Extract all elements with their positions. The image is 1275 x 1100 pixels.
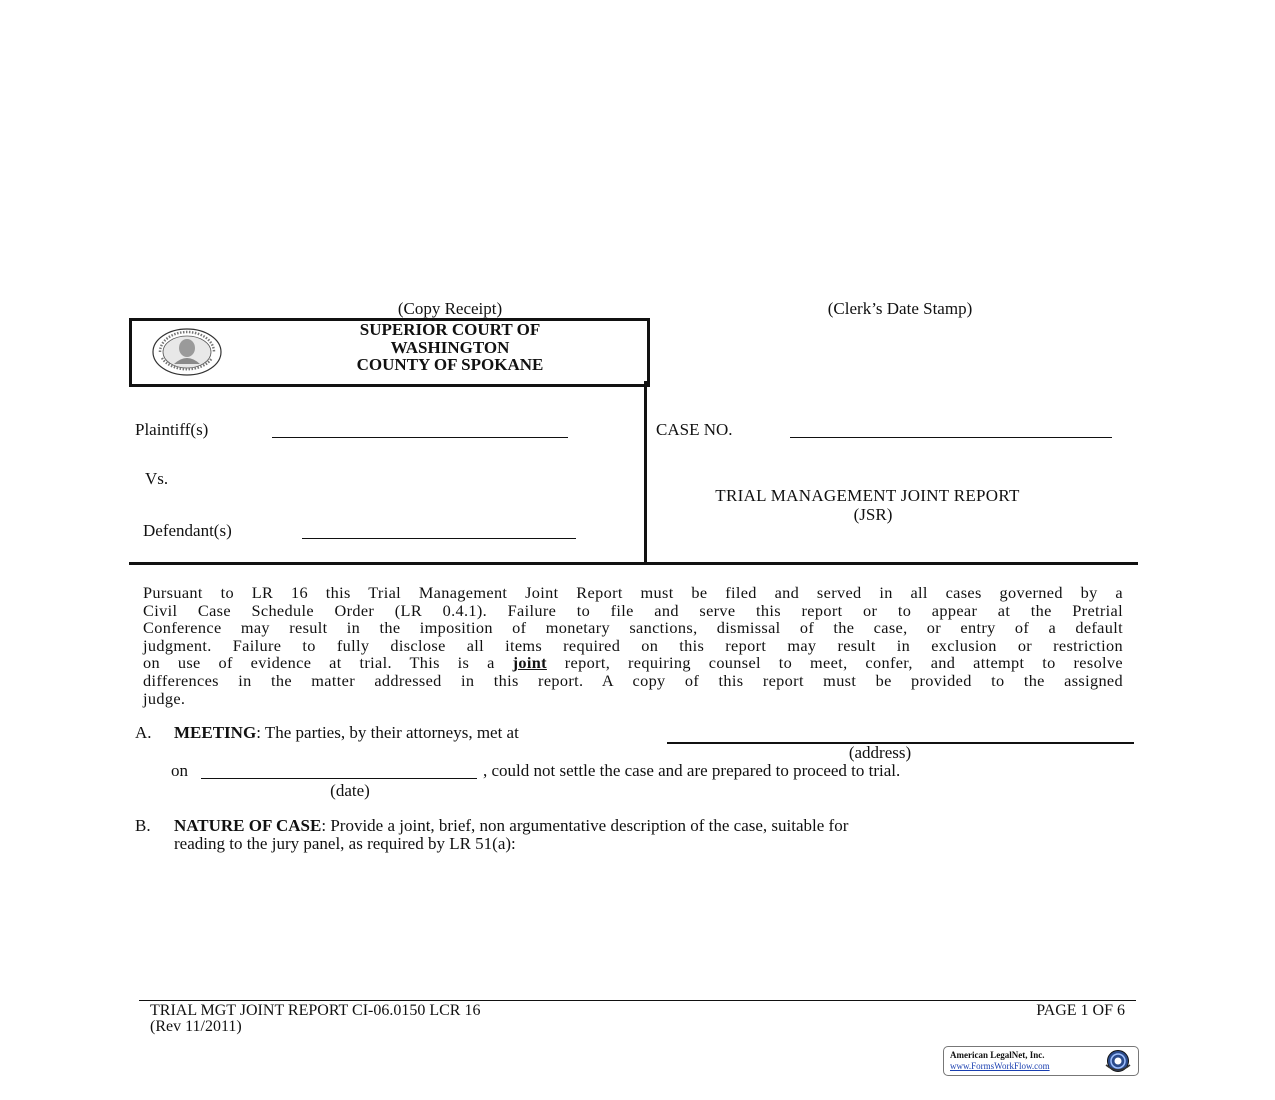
- date-field[interactable]: [201, 764, 477, 779]
- footer-divider: [139, 1000, 1136, 1001]
- intro-line: differences in the matter addressed in this report. A copy of this report must be provided to the assigned: [143, 670, 1123, 690]
- form-revision: (Rev 11/2011): [150, 1018, 242, 1035]
- intro-line: judge.: [143, 688, 186, 708]
- case-no-label: CASE NO.: [656, 420, 733, 439]
- vendor-url[interactable]: www.FormsWorkFlow.com: [950, 1061, 1050, 1071]
- court-name-line3: COUNTY OF SPOKANE: [356, 355, 544, 374]
- clerk-stamp-label: (Clerk’s Date Stamp): [827, 299, 973, 318]
- court-name-line2: WASHINGTON: [390, 338, 510, 357]
- vs-label: Vs.: [145, 469, 169, 488]
- date-caption: (date): [330, 781, 370, 800]
- defendant-label: Defendant(s): [143, 521, 232, 540]
- court-name-line1: SUPERIOR COURT OF: [359, 320, 541, 339]
- intro-paragraph: [143, 584, 1123, 707]
- section-b-text: NATURE OF CASE: Provide a joint, brief, non argumentative description of the case, suitable for: [174, 816, 849, 835]
- joint-emphasis: joint: [512, 653, 547, 673]
- plaintiff-field[interactable]: [272, 423, 568, 438]
- settle-text: , could not settle the case and are prepared to proceed to trial.: [483, 761, 901, 780]
- case-no-field[interactable]: [790, 423, 1112, 438]
- intro-line: judgment. Failure to fully disclose all items required on this report may result in exclusion or restriction: [143, 635, 1123, 655]
- section-b-heading: NATURE OF CASE: [174, 816, 322, 835]
- vendor-logo-box[interactable]: [943, 1046, 1139, 1076]
- copy-receipt-label: (Copy Receipt): [397, 299, 503, 318]
- report-abbreviation: (JSR): [853, 505, 893, 524]
- vendor-name: American LegalNet, Inc.: [950, 1050, 1045, 1060]
- defendant-field[interactable]: [302, 524, 576, 539]
- section-a-letter: A.: [135, 723, 152, 742]
- section-a-text: MEETING: The parties, by their attorneys, met at: [174, 723, 519, 742]
- section-a-heading: MEETING: [174, 723, 257, 742]
- intro-line: on use of evidence at trial. This is a joint report, requiring counsel to meet, confer, and attempt to resolve: [143, 653, 1124, 673]
- intro-line: Civil Case Schedule Order (LR 0.4.1). Failure to file and serve this report or to appear at the Pretrial: [143, 600, 1123, 620]
- court-seal-icon: [152, 328, 222, 376]
- section-b-text-line2: reading to the jury panel, as required by LR 51(a):: [174, 834, 516, 853]
- intro-line: Pursuant to LR 16 this Trial Management Joint Report must be filed and served in all cases governed by a: [143, 583, 1123, 602]
- plaintiff-label: Plaintiff(s): [135, 420, 209, 439]
- vendor-globe-icon: [1102, 1049, 1134, 1073]
- report-title: TRIAL MANAGEMENT JOINT REPORT: [715, 486, 1020, 505]
- caption-divider-horizontal: [129, 562, 1138, 565]
- caption-divider-vertical: [644, 381, 647, 564]
- form-title: TRIAL MGT JOINT REPORT CI-06.0150 LCR 16: [150, 1002, 481, 1019]
- intro-line: Conference may result in the imposition of monetary sanctions, dismissal of the case, or entry of a default: [143, 618, 1123, 638]
- on-label: on: [171, 761, 188, 780]
- page-number: PAGE 1 OF 6: [1036, 1002, 1125, 1019]
- section-b-letter: B.: [135, 816, 151, 835]
- address-caption: (address): [848, 743, 912, 762]
